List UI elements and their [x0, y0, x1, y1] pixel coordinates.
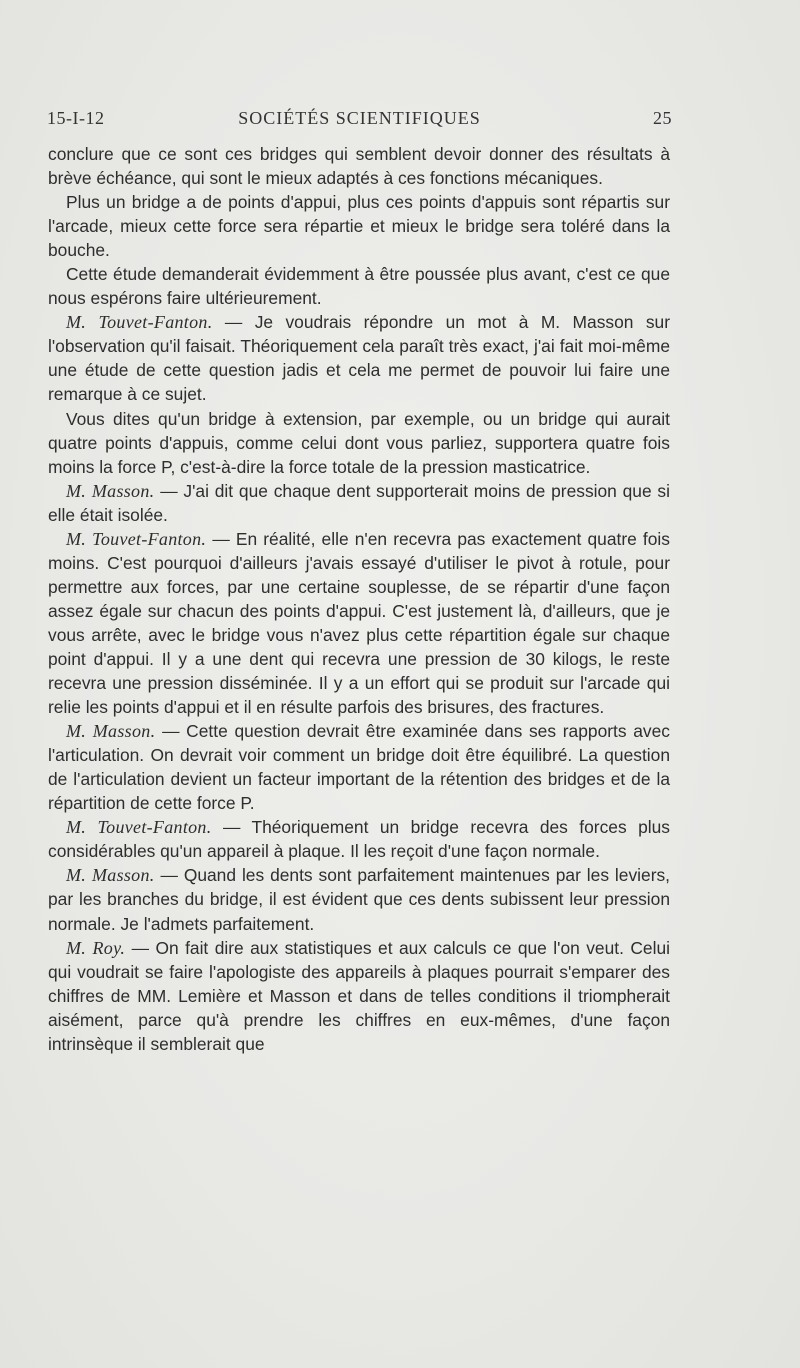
paragraph-text: Cette étude demanderait évidemment à être poussée plus avant, c'est ce que nous espérons faire ultérieurement.: [48, 264, 670, 309]
paragraph: [48, 479, 670, 527]
paragraph-text: conclure que ce sont ces bridges qui semblent devoir donner des résultats à brève échéance, qui sont le mieux adaptés à ces fonctions mécaniques.: [48, 144, 670, 189]
paragraph-text: — Cette question devrait être examinée dans ses rapports avec l'articulation. On devrait voir comment un bridge doit être équilibré. La question de l'articulation devient un facteur important de la rétention des bridges et de la répartition de cette force P.: [48, 721, 670, 814]
paragraph-text: Plus un bridge a de points d'appui, plus ces points d'appuis sont répartis sur l'arcade, mieux cette force sera répartie et mieux le bridge sera toléré dans la bouche.: [48, 192, 670, 261]
paragraph-text: — On fait dire aux statistiques et aux calculs ce que l'on veut. Celui qui voudrait se faire l'apologiste des appareils à plaques pourrait s'emparer des chiffres de MM. Lemière et Masson et dans de telles conditions il triompherait aisément, parce qu'à prendre les chiffres en eux-mêmes, d'une façon intrinsèque il semblerait que: [48, 937, 670, 1054]
speaker-name: M. Masson.: [66, 865, 155, 886]
page-number: 25: [653, 108, 672, 128]
speaker-name: M. Touvet-Fanton.: [66, 312, 213, 333]
running-header: [47, 108, 672, 138]
speaker-name: M. Touvet-Fanton.: [66, 817, 212, 838]
paragraph: [48, 190, 670, 262]
header-date: 15-I-12: [47, 108, 105, 128]
speaker-name: M. Touvet-Fanton.: [66, 528, 207, 549]
paragraph: [48, 262, 670, 310]
paragraph-text: — Quand les dents sont parfaitement maintenues par les leviers, par les branches du bridge, il est évident que ces dents subissent leur pression normale. Je l'admets parfaitement.: [48, 865, 671, 934]
paragraph: [48, 719, 670, 815]
paragraph-text: — Théoriquement un bridge recevra des forces plus considérables qu'un appareil à plaque. Il les reçoit d'une façon normale.: [48, 817, 670, 862]
paragraph: [48, 310, 670, 406]
speaker-name: M. Masson.: [66, 480, 155, 501]
paragraph: [48, 527, 670, 719]
speaker-name: M. Masson.: [66, 721, 156, 742]
paragraph: [48, 407, 670, 479]
paragraph: [48, 815, 670, 863]
paragraph-text: — En réalité, elle n'en recevra pas exactement quatre fois moins. C'est pourquoi d'ailleurs j'avais essayé d'utiliser le pivot à rotule, pour permettre aux forces, par une certaine souplesse, de se répartir d'une façon assez égale sur chacun des points d'appui. C'est justement là, d'ailleurs, que je vous arrête, avec le bridge vous n'avez plus cette répartition égale sur chaque point d'appui. Il y a une dent qui recevra une pression de 30 kilogs, le reste recevra une pression disséminée. Il y a un effort qui se produit sur l'arcade qui relie les points d'appui et il en résulte parfois des brisures, des fractures.: [48, 528, 670, 718]
paragraph-text: — Je voudrais répondre un mot à M. Masson sur l'observation qu'il faisait. Théoriquement cela paraît très exact, j'ai fait moi-même une étude de cette question jadis et cela me permet de pouvoir lui faire une remarque à ce sujet.: [48, 312, 670, 405]
paragraph-text: Vous dites qu'un bridge à extension, par exemple, ou un bridge qui aurait quatre points d'appuis, comme celui dont vous parliez, supportera quatre fois moins la force P, c'est-à-dire la force totale de la pression masticatrice.: [48, 408, 670, 477]
paragraph: [48, 142, 670, 190]
speaker-name: M. Roy.: [66, 937, 126, 958]
header-title: SOCIÉTÉS SCIENTIFIQUES: [238, 108, 481, 128]
paragraph-text: — J'ai dit que chaque dent supporterait moins de pression que si elle était isolée.: [48, 480, 670, 525]
paragraph: [48, 863, 670, 935]
paragraph: [48, 936, 670, 1056]
body-text: [48, 142, 670, 1056]
